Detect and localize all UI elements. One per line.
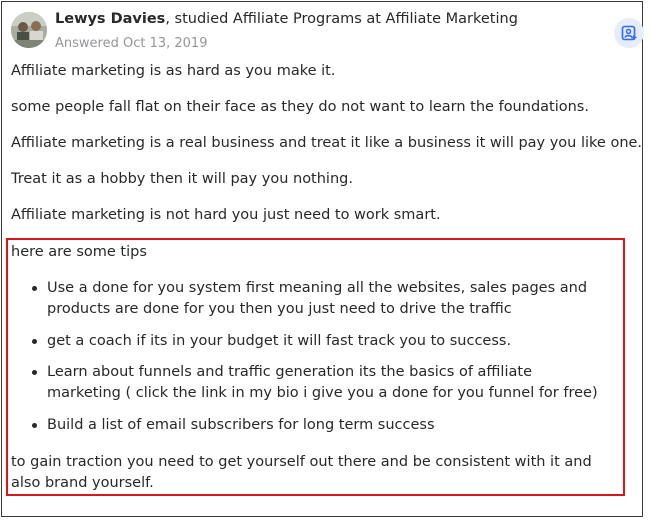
bullet-icon — [32, 370, 37, 375]
answer-header — [11, 10, 642, 54]
paragraph: Treat it as a hobby then it will pay you nothing. — [11, 171, 353, 187]
answered-date[interactable]: Answered Oct 13, 2019 — [55, 36, 208, 51]
follow-button[interactable] — [614, 18, 644, 48]
bullet-icon — [32, 339, 37, 344]
answer-card — [1, 1, 643, 517]
bullet-icon — [32, 423, 37, 428]
closing-paragraph: to gain traction you need to get yourself out there and be consistent with it and also brand yourself. — [11, 454, 592, 491]
avatar[interactable] — [11, 12, 47, 48]
person-add-icon — [621, 25, 637, 41]
tip-text: Build a list of email subscribers for long term success — [47, 417, 435, 433]
paragraph: some people fall flat on their face as they do not want to learn the foundations. — [11, 99, 589, 115]
author-line — [55, 11, 518, 27]
paragraph: Affiliate marketing is not hard you just need to work smart. — [11, 207, 441, 223]
paragraph: Affiliate marketing is a real business and treat it like a business it will pay you like one. — [11, 135, 643, 151]
author-name[interactable]: Lewys Davies — [55, 11, 166, 27]
author-credential[interactable]: , studied Affiliate Programs at Affiliate Marketing — [165, 11, 518, 27]
tip-text: get a coach if its in your budget it will fast track you to success. — [47, 333, 512, 349]
bullet-icon — [32, 286, 37, 291]
paragraph: Affiliate marketing is as hard as you make it. — [11, 63, 336, 79]
tips-intro: here are some tips — [11, 244, 147, 260]
tip-text: Use a done for you system first meaning all the websites, sales pages and products are done for you then you just need to drive the traffic — [47, 280, 588, 317]
highlight-box — [6, 238, 625, 496]
tip-text: Learn about funnels and traffic generation its the basics of affiliate marketing ( click the link in my bio i give you a done for you funnel for free) — [47, 364, 598, 401]
avatar-photo — [11, 12, 47, 48]
